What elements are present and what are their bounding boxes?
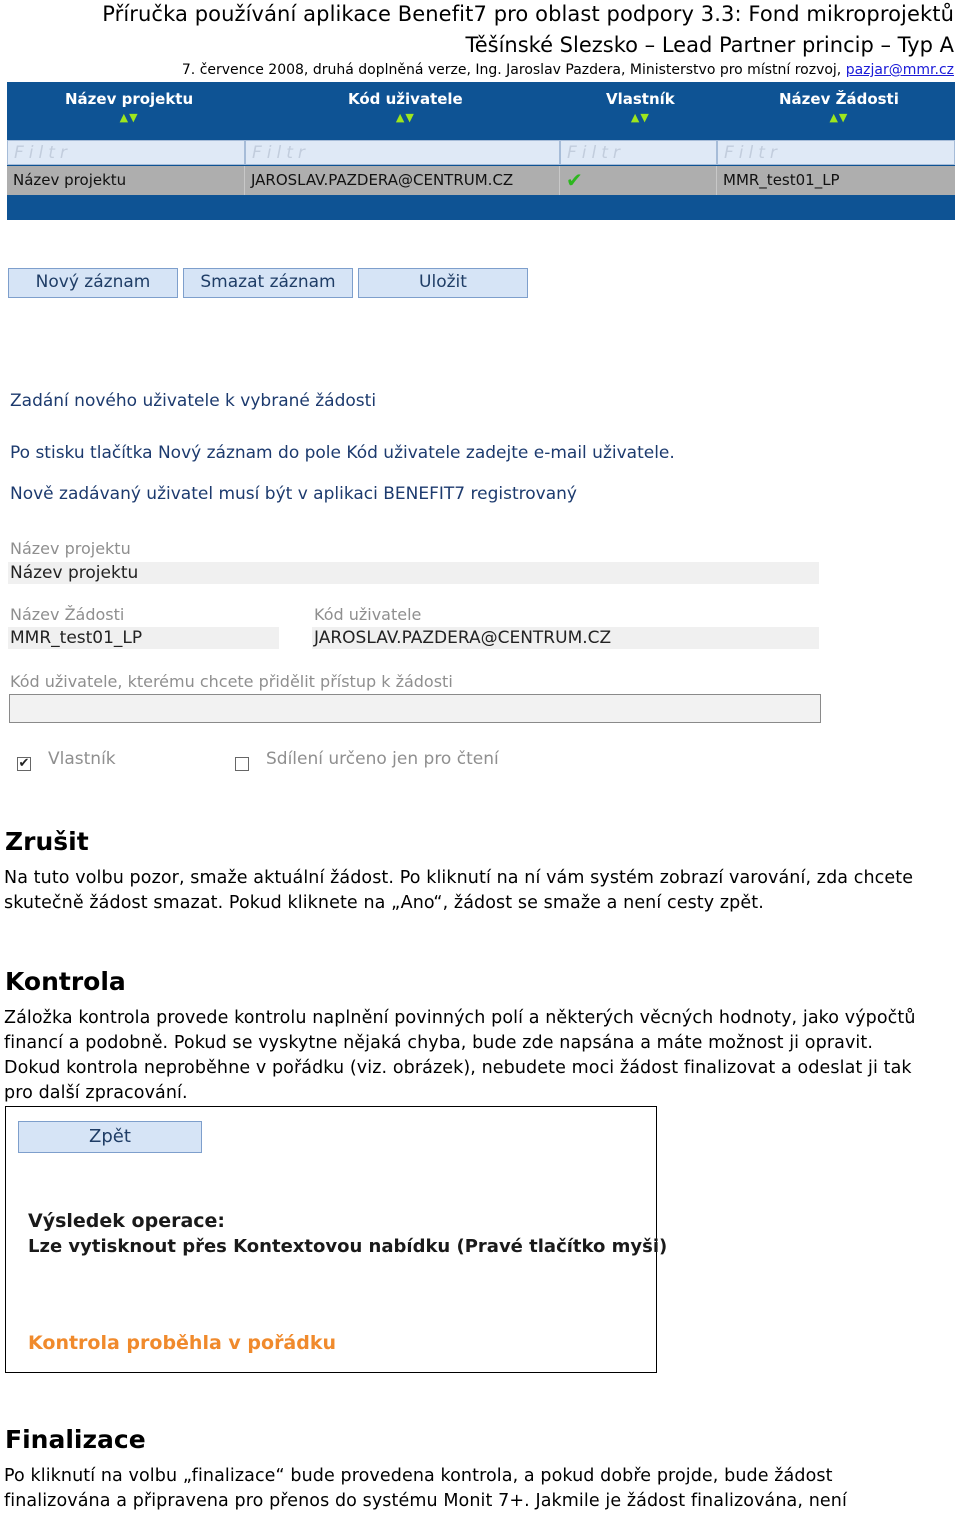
paragraph-line: pro další zpracování.	[4, 1083, 188, 1103]
owner-checkbox[interactable]	[17, 757, 31, 771]
header-meta	[182, 62, 954, 78]
check-result-screenshot	[5, 1106, 668, 1373]
section-text-cancel	[4, 866, 956, 916]
section-title-check: Kontrola	[5, 967, 126, 996]
save-button[interactable]: Uložit	[358, 268, 528, 298]
filter-input-project[interactable]: Filtr	[7, 140, 245, 165]
form-instruction-1: Po stisku tlačítka Nový záznam do pole Kód uživatele zadejte e-mail uživatele.	[10, 443, 675, 463]
checkmark-icon: ✔	[18, 756, 30, 771]
column-header-project-label: Název projektu	[65, 90, 194, 108]
column-header-owner[interactable]	[606, 90, 675, 126]
cell-project: Název projektu	[7, 166, 245, 195]
readonly-checkbox-label: Sdílení určeno jen pro čtení	[266, 749, 499, 769]
header-title-line2: Těšínské Slezsko – Lead Partner princip – Typ A	[465, 33, 954, 57]
result-title: Výsledek operace:	[28, 1210, 226, 1232]
result-text: Lze vytisknout přes Kontextovou nabídku (Pravé tlačítko myši)	[28, 1236, 668, 1257]
paragraph-line: skutečně žádost smazat. Pokud kliknete na „Ano“, žádost se smaže a není cesty zpět.	[4, 893, 764, 913]
column-header-owner-label: Vlastník	[606, 90, 675, 108]
column-header-user-code-label: Kód uživatele	[348, 90, 463, 108]
section-text-check	[4, 1006, 956, 1106]
header-title-line1: Příručka používání aplikace Benefit7 pro oblast podpory 3.3: Fond mikroprojektů	[102, 2, 954, 26]
grant-user-code-input[interactable]	[9, 694, 821, 723]
sort-arrows-icon[interactable]: ▲▼	[395, 111, 415, 124]
column-header-request-name[interactable]	[779, 90, 899, 126]
cell-owner	[560, 166, 717, 195]
sort-arrows-icon[interactable]: ▲▼	[829, 111, 849, 124]
delete-record-button[interactable]: Smazat záznam	[183, 268, 353, 298]
paragraph-line: Záložka kontrola provede kontrolu naplnění povinných polí a některých věcných hodnoty, jako výpočtů	[4, 1008, 916, 1028]
request-name-label: Název Žádosti	[10, 605, 125, 624]
table-row[interactable]	[7, 166, 955, 195]
new-record-button[interactable]: Nový záznam	[8, 268, 178, 298]
sort-arrows-icon[interactable]: ▲▼	[119, 111, 139, 124]
user-code-value: JAROSLAV.PAZDERA@CENTRUM.CZ	[312, 627, 819, 649]
column-header-user-code[interactable]	[348, 90, 463, 126]
grant-user-code-label: Kód uživatele, kterému chcete přidělit přístup k žádosti	[10, 672, 453, 691]
result-status: Kontrola proběhla v pořádku	[28, 1332, 337, 1354]
project-value: Název projektu	[8, 562, 819, 584]
cell-user-code: JAROSLAV.PAZDERA@CENTRUM.CZ	[245, 166, 560, 195]
section-title-finalize: Finalizace	[5, 1425, 146, 1454]
owner-checkbox-label: Vlastník	[48, 749, 116, 769]
column-header-project[interactable]	[65, 90, 193, 126]
paragraph-line: financí a podobně. Pokud se vyskytne nějaká chyba, bude zde napsána a máte možnost ji opravit.	[4, 1033, 873, 1053]
header-email-link[interactable]: pazjar@mmr.cz	[845, 62, 954, 78]
user-code-label: Kód uživatele	[314, 605, 422, 624]
filter-row	[7, 140, 955, 166]
cell-request-name: MMR_test01_LP	[723, 171, 840, 189]
users-grid	[7, 82, 955, 220]
filter-input-user-code[interactable]: Filtr	[245, 140, 560, 165]
check-icon: ✔	[566, 168, 583, 192]
sort-arrows-icon[interactable]: ▲▼	[630, 111, 650, 124]
paragraph-line: Na tuto volbu pozor, smaže aktuální žádost. Po kliknutí na ní vám systém zobrazí varování, zda chcete	[4, 868, 914, 888]
back-button[interactable]: Zpět	[18, 1121, 202, 1153]
readonly-checkbox[interactable]	[235, 757, 249, 771]
form-instruction-2: Nově zadávaný uživatel musí být v aplikaci BENEFIT7 registrovaný	[10, 484, 577, 504]
form-title: Zadání nového uživatele k vybrané žádosti	[10, 391, 377, 411]
paragraph-line: Po kliknutí na volbu „finalizace“ bude provedena kontrola, a pokud dobře projde, bude žádost	[4, 1466, 833, 1486]
column-header-request-name-label: Název Žádosti	[779, 90, 899, 108]
section-text-finalize	[4, 1464, 956, 1514]
paragraph-line: finalizována a připravena pro přenos do systému Monit 7+. Jakmile je žádost finalizována, není	[4, 1491, 847, 1511]
section-title-cancel: Zrušit	[5, 827, 89, 856]
filter-input-owner[interactable]: Filtr	[560, 140, 717, 165]
request-name-value: MMR_test01_LP	[8, 627, 279, 649]
paragraph-line: Dokud kontrola neproběhne v pořádku (viz. obrázek), nebudete moci žádost finalizovat a odeslat ji tak	[4, 1058, 912, 1078]
filter-input-request-name[interactable]: Filtr	[717, 140, 955, 165]
project-label: Název projektu	[10, 539, 131, 558]
header-meta-text: 7. července 2008, druhá doplněná verze, Ing. Jaroslav Pazdera, Ministerstvo pro místní rozvoj,	[181, 62, 846, 78]
